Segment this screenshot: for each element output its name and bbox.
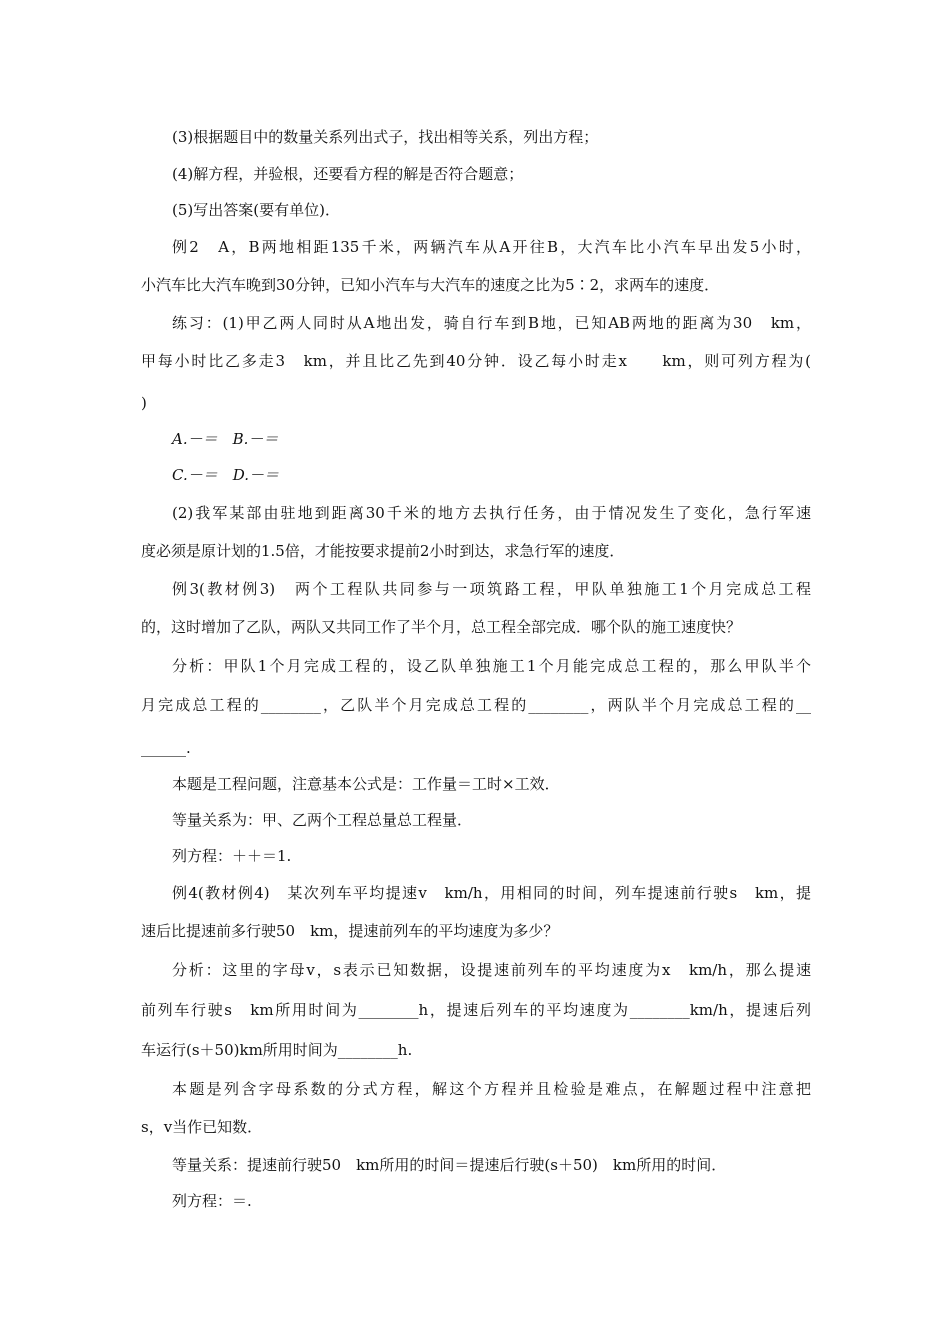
example-3-analysis-line-3: ______. bbox=[141, 739, 191, 757]
choice-c-d: C.－＝ D.－＝ bbox=[172, 466, 279, 484]
example-3-analysis-line-1: 分析：甲队1个月完成工程的，设乙队单独施工1个月能完成总工程的，那么甲队半个 bbox=[172, 657, 811, 675]
example-4-note-line-2: s，v当作已知数． bbox=[141, 1118, 263, 1136]
step-3-text: (3)根据题目中的数量关系列出式子，找出相等关系，列出方程； bbox=[172, 128, 599, 146]
example-2-line-1: 例2 A，B两地相距135千米，两辆汽车从A开往B，大汽车比小汽车早出发5小时， bbox=[172, 238, 811, 256]
example-3-line-2: 的，这时增加了乙队，两队又共同工作了半个月，总工程全部完成．哪个队的施工速度快？ bbox=[141, 618, 742, 636]
exercise-1-line-1: 练习：(1)甲乙两人同时从A地出发，骑自行车到B地，已知AB两地的距离为30 km， bbox=[172, 314, 811, 332]
step-5-text: (5)写出答案(要有单位)． bbox=[172, 201, 340, 219]
example-3-relation: 等量关系为：甲、乙两个工程总量总工程量． bbox=[172, 811, 473, 829]
exercise-1-line-2: 甲每小时比乙多走3 km，并且比乙先到40分钟．设乙每小时走x km，则可列方程为( bbox=[141, 352, 811, 370]
exercise-2-line-1: (2)我军某部由驻地到距离30千米的地方去执行任务，由于情况发生了变化，急行军速 bbox=[172, 504, 811, 522]
example-2-line-2: 小汽车比大汽车晚到30分钟，已知小汽车与大汽车的速度之比为5∶2，求两车的速度． bbox=[141, 276, 720, 294]
example-3-line-1: 例3(教材例3) 两个工程队共同参与一项筑路工程，甲队单独施工1个月完成总工程 bbox=[172, 580, 811, 598]
example-4-equation: 列方程：＝. bbox=[172, 1192, 252, 1210]
example-3-analysis-line-2: 月完成总工程的________，乙队半个月完成总工程的________，两队半个月完成总工程的__ bbox=[141, 696, 811, 714]
example-3-note: 本题是工程问题，注意基本公式是：工作量＝工时×工效． bbox=[172, 775, 560, 793]
example-4-analysis-line-3: 车运行(s＋50)km所用时间为________h. bbox=[141, 1041, 413, 1059]
example-4-line-2: 速后比提速前多行驶50 km，提速前列车的平均速度为多少？ bbox=[141, 922, 559, 940]
example-4-line-1: 例4(教材例4) 某次列车平均提速v km/h，用相同的时间，列车提速前行驶s km，提 bbox=[172, 884, 811, 902]
step-4-text: (4)解方程，并验根，还要看方程的解是否符合题意； bbox=[172, 165, 524, 183]
exercise-1-line-3: ) bbox=[141, 394, 147, 412]
example-3-equation: 列方程：＋＋＝1. bbox=[172, 847, 292, 865]
example-4-relation: 等量关系：提速前行驶50 km所用的时间＝提速后行驶(s＋50) km所用的时间． bbox=[172, 1156, 727, 1174]
example-4-analysis-line-1: 分析：这里的字母v，s表示已知数据，设提速前列车的平均速度为x km/h，那么提速 bbox=[172, 961, 811, 979]
exercise-2-line-2: 度必须是原计划的1.5倍，才能按要求提前2小时到达，求急行军的速度． bbox=[141, 542, 625, 560]
choice-a-b: A.－＝ B.－＝ bbox=[172, 430, 279, 448]
example-4-analysis-line-2: 前列车行驶s km所用时间为________h，提速后列车的平均速度为________km/h，提速后列 bbox=[141, 1001, 811, 1019]
example-4-note-line-1: 本题是列含字母系数的分式方程，解这个方程并且检验是难点，在解题过程中注意把 bbox=[172, 1080, 811, 1098]
